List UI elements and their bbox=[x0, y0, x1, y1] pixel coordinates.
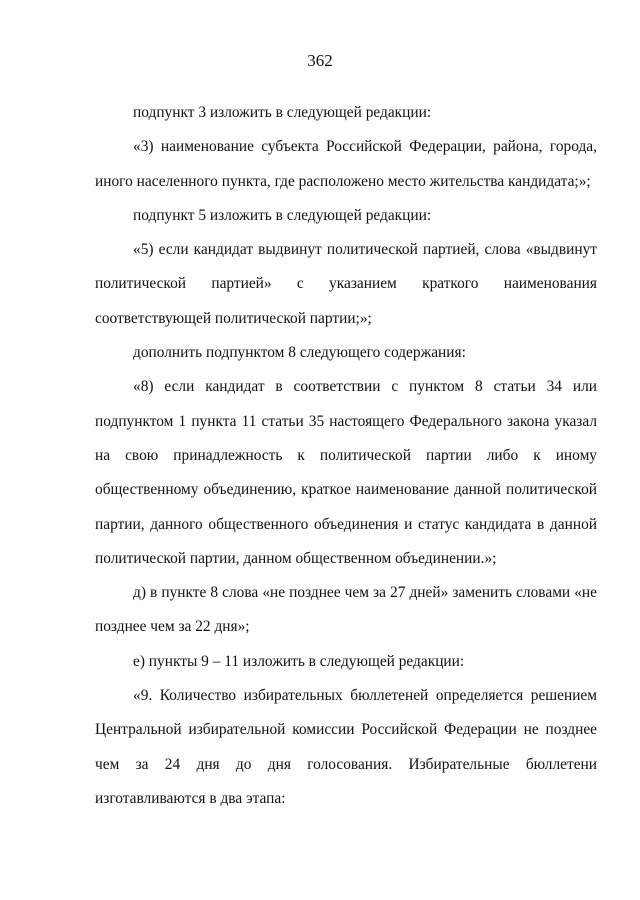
paragraph: «8) если кандидат в соответствии с пунктом 8 статьи 34 или подпунктом 1 пункта 11 статьи 35 настоящего Федерального закона указал на свою принадлежность к политической партии либо к иному общественному объединению, краткое наименование данной политической партии, данного общественного объединения и статус кандидата в данной политической партии, данном общественном объединении.»; bbox=[95, 378, 597, 567]
paragraph: подпункт 3 изложить в следующей редакции: bbox=[133, 104, 432, 121]
document-body bbox=[95, 96, 597, 816]
paragraph: «3) наименование субъекта Российской Федерации, района, города, иного населенного пункта, где расположено место жительства кандидата;»; bbox=[95, 138, 597, 190]
paragraph: подпункт 5 изложить в следующей редакции: bbox=[133, 206, 432, 224]
page-number: 362 bbox=[307, 51, 333, 70]
paragraph: дополнить подпунктом 8 следующего содержания: bbox=[133, 344, 466, 362]
paragraph: «5) если кандидат выдвинут политической партией, слова «выдвинут политической партией» с указанием краткого наименования соответствующей политической партии;»; bbox=[95, 241, 597, 327]
paragraph: е) пункты 9 – 11 изложить в следующей редакции: bbox=[133, 652, 465, 670]
paragraph: «9. Количество избирательных бюллетеней определяется решением Центральной избирательной комиссии Российской Федерации не позднее чем за 24 дня до дня голосования. Избирательные бюллетени изготавливаются в два этапа: bbox=[95, 687, 597, 807]
paragraph: д) в пункте 8 слова «не позднее чем за 27 дней» заменить словами «не позднее чем за 22 дня»; bbox=[95, 584, 597, 636]
